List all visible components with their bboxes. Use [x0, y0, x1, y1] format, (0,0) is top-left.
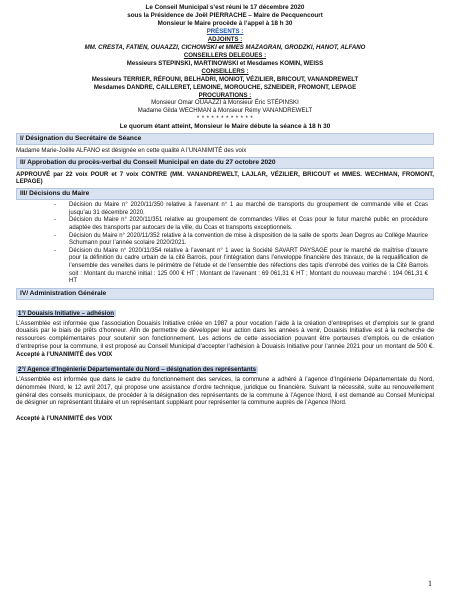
- list-item: - Décision du Maire n° 2020/11/351 relative au groupement de commandes Villes et Ccas pour le futur marché public en procédure adaptée des transports par autocars de la ville, du Ccas et transports exceptionnels.: [54, 217, 428, 231]
- subsection-1-title: 1°/ Douaisis Initiative – adhésion: [18, 309, 115, 317]
- list-item: - Décision du Maire n° 2020/11/350 relative à l’avenant n° 1 au marché de transports du groupement de commande ville et Ccas jusqu’au 31 décembre 2020.: [54, 202, 428, 216]
- conseillers-names-2: Mesdames DANDRE, CAILLERET, LEMOINE, MOROUCHE, SZNEIDER, FROMONT, LEPAGE: [93, 83, 357, 91]
- separator-stars: * * * * * * * * * * * *: [196, 115, 254, 123]
- subsection-2-text: L’Assemblée est informée que dans le cadre du fonctionnement des services, la commune a adhéré à l’agence d’Ingénierie Départementale du Nord, dénommée INord, le 12 avril 2017, qui propose une assistance d’ordre technique, juridique ou financière. Suivant la nécessité, suite au renouvellement général des conseils municipaux, de procéder à la désignation des représentants de la commune à l’Agence INord, il est demandé au Conseil Municipal de désigner un représentant titulaire et un représentant suppléant pour représenter la commune auprès de l’Agence INord.: [16, 376, 434, 407]
- subsection-1-vote: Accepté à l’UNANIMITÉ des VOIX: [16, 350, 113, 358]
- decisions-list: [16, 202, 434, 286]
- header-line-3: Monsieur le Maire procède à l’appel à 18 h 30: [157, 20, 293, 28]
- attendance-list: [16, 28, 434, 131]
- delegues-names: Messieurs STEPINSKI, MARTINOWSKI et Mesdames KOMIN, WEISS: [126, 59, 324, 67]
- conseillers-title: CONSEILLERS :: [201, 67, 249, 75]
- session-header: [16, 4, 434, 28]
- section-2-text: APPROUVÉ par 22 voix POUR et 7 voix CONTRE (MM. VANANDREWELT, LAJLAR, VÉZILIER, BRICOUT et MMES. WECHMAN, FROMONT, LEPAGE): [16, 170, 434, 186]
- procuration-2: Madame Gilda WECHMAN à Monsieur Rémy VANANDREWELT: [137, 107, 313, 115]
- list-item: - Décision du Maire n° 2020/11/354 relative à l’avenant n° 1 avec la Société SAVART PAYSAGE pour le marché de maîtrise d’œuvre pour la définition du cadre urbain de la cité Barrois, pour l’intégration dans l’enveloppe financière des travaux, de la requalification de l’ensemble des venelles dans le périmètre de l’étude et de l’ensemble des réfections des tapis d’enrobé des voiries de la Cité Barrois soit : Montant du marché initial : 125 000 € HT ; Montant de l’avenant : 69 061,31 € HT ; Montant du nouveau marché : 194 061,31 € HT: [54, 247, 428, 285]
- header-line-2: sous la Présidence de Joël PIERRACHE – Maire de Pecquencourt: [127, 12, 323, 20]
- section-4-title: IV/ Administration Générale: [16, 288, 434, 300]
- subsection-2-title: 2°/ Agence d’Ingénierie Départementale du Nord – désignation des représentants: [18, 366, 257, 374]
- presents-title: PRÉSENTS :: [206, 28, 244, 36]
- section-1-text: Madame Marie-Joëlle ALFANO est désignée en cette qualité A l’UNANIMITÉ des voix: [16, 147, 247, 155]
- adjoints-names: MM. CRESTA, FATIEN, OUAAZZI, CICHOWSKI et MMES MAZAGRAN, GRODZKI, HANOT, ALFANO: [84, 44, 366, 52]
- subsection-2-vote: Accepté à l’UNANIMITÉ des VOIX: [16, 415, 113, 423]
- procuration-1: Monsieur Omar OUAAZZI à Monsieur Éric STÉPINSKI: [151, 99, 299, 107]
- section-2-title: II/ Approbation du procès-verbal du Conseil Municipal en date du 27 octobre 2020: [16, 157, 434, 169]
- section-3-title: III/ Décisions du Maire: [16, 188, 434, 200]
- section-1-title: I/ Désignation du Secrétaire de Séance: [16, 133, 434, 145]
- list-item: - Décision du Maire n° 2020/11/352 relative à la convention de mise à disposition de la salle de sports Jean Degros au Collège Maurice Schumann pour l’année scolaire 2020/2021.: [54, 232, 428, 247]
- page-number: 1: [428, 579, 432, 588]
- subsection-1-body: [16, 320, 434, 359]
- header-line-1: Le Conseil Municipal s’est réuni le 17 décembre 2020: [145, 4, 305, 11]
- subsection-1-text: L’Assemblée est informée que l’association Douaisis Initiative créée en 1987 a pour vocation l’aide à la création d’entreprises et d’emplois sur le grand douaisis par le biais de prêts d’honneur. Afin de permettre de développer leur action dans les années à venir, Douaisis Initiative est à la recherche de ressources complémentaires pour soutenir son fonctionnement. Les actions de cette association pouvant être porteuses d’emplois ou de création d’entreprise pour la commune, il est proposé au Conseil Municipal d’accepter l’adhésion à Douaisis Initiative pour l’année 2021 pour un montant de 500 €.: [16, 319, 434, 350]
- conseillers-names-1: Messieurs TERRIER, RÉFOUNI, BELHADRI, MONIOT, VÉZILIER, BRICOUT, VANANDREWELT: [91, 75, 359, 83]
- quorum-statement: Le quorum étant atteint, Monsieur le Maire débute la séance à 18 h 30: [119, 123, 331, 131]
- adjoints-title: ADJOINTS :: [207, 36, 243, 44]
- delegues-title: CONSEILLERS DELEGUES :: [183, 52, 267, 59]
- procurations-title: PROCURATIONS :: [198, 91, 252, 99]
